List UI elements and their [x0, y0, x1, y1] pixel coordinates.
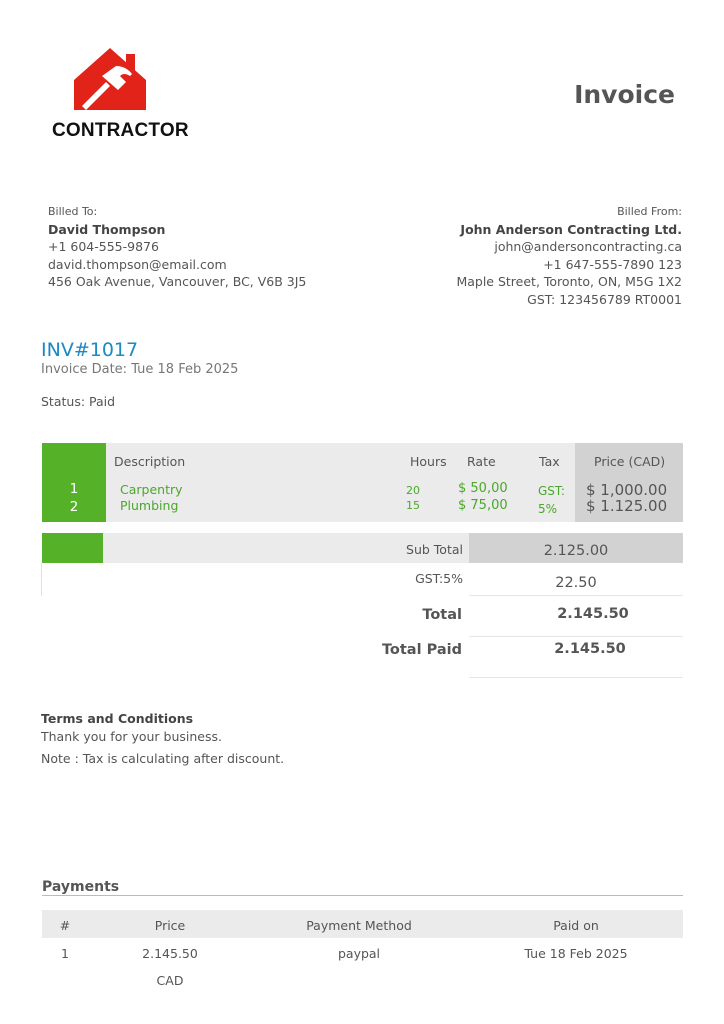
invoice-status: Status: Paid: [41, 394, 116, 409]
item-hours: 20: [406, 484, 420, 497]
item-price: $ 1,000.00: [586, 481, 668, 499]
header-price: Price (CAD): [594, 454, 666, 469]
totals-divider: [469, 677, 683, 678]
subtotal-accent: [42, 533, 103, 563]
gst-label: GST:5%: [415, 571, 463, 586]
total-paid-value: 2.145.50: [554, 641, 626, 657]
terms-title: Terms and Conditions: [41, 711, 194, 726]
payments-header-method: Payment Method: [306, 918, 412, 933]
payments-header-paid-on: Paid on: [553, 918, 599, 933]
billed-from-phone: +1 647-555-7890 123: [543, 256, 682, 272]
item-description: Plumbing: [120, 498, 179, 513]
item-rate: $ 50,00: [458, 481, 508, 496]
header-rate: Rate: [467, 454, 496, 469]
header-tax: Tax: [539, 454, 560, 469]
billed-to-address: 456 Oak Avenue, Vancouver, BC, V6B 3J5: [48, 274, 307, 289]
billed-from-email: john@andersoncontracting.ca: [494, 239, 682, 254]
totals-divider: [469, 595, 683, 596]
item-price: $ 1.125.00: [586, 497, 668, 515]
payments-row: [42, 938, 683, 994]
item-tax: 5%: [538, 502, 558, 516]
subtotal-value: 2.125.00: [543, 543, 609, 559]
item-rate: $ 75,00: [458, 498, 508, 513]
payment-price: 2.145.50: [142, 946, 198, 961]
payments-rule: [42, 895, 683, 896]
payment-num: 1: [61, 946, 69, 961]
billed-to-phone: +1 604-555-9876: [48, 239, 159, 254]
payments-header-price: Price: [154, 918, 186, 933]
billed-from-address: Maple Street, Toronto, ON, M5G 1X2: [456, 274, 682, 289]
items-table: [42, 443, 683, 522]
billed-from-name: John Anderson Contracting Ltd.: [460, 221, 682, 237]
payments-header-num: #: [59, 918, 71, 933]
subtotal-label: Sub Total: [406, 542, 463, 557]
terms-thanks: Thank you for your business.: [41, 729, 222, 744]
billed-from-block: [456, 203, 682, 308]
item-number: 2: [69, 499, 79, 515]
item-tax: GST:: [538, 484, 565, 498]
billed-from-gst: GST: 123456789 RT0001: [527, 291, 682, 307]
billed-to-block: [48, 203, 306, 291]
total-paid-label: Total Paid: [381, 642, 462, 658]
payment-method: paypal: [337, 946, 381, 961]
invoice-number: INV#1017: [41, 339, 139, 361]
total-value: 2.145.50: [557, 606, 629, 622]
billed-to-label: Billed To:: [48, 205, 98, 218]
item-description: Carpentry: [120, 482, 183, 497]
terms-note: Note : Tax is calculating after discount.: [41, 751, 285, 766]
totals-divider: [469, 636, 683, 637]
total-label: Total: [422, 607, 462, 623]
gst-value: 22.50: [555, 575, 597, 591]
totals-left-border: [41, 563, 42, 596]
item-number: 1: [69, 481, 79, 497]
payments-title: Payments: [42, 879, 120, 895]
billed-from-label: Billed From:: [617, 205, 682, 218]
payment-currency: CAD: [156, 973, 184, 988]
payments-header: [42, 910, 683, 938]
logo-wordmark: CONTRACTOR: [52, 120, 189, 141]
invoice-date: Invoice Date: Tue 18 Feb 2025: [41, 362, 239, 377]
billed-to-name: David Thompson: [48, 221, 166, 237]
item-hours: 15: [406, 499, 420, 512]
billed-to-email: david.thompson@email.com: [48, 256, 227, 272]
header-hours: Hours: [410, 454, 447, 469]
document-title: Invoice: [574, 80, 675, 109]
header-description: Description: [114, 454, 186, 469]
payment-paid-on: Tue 18 Feb 2025: [524, 946, 628, 961]
